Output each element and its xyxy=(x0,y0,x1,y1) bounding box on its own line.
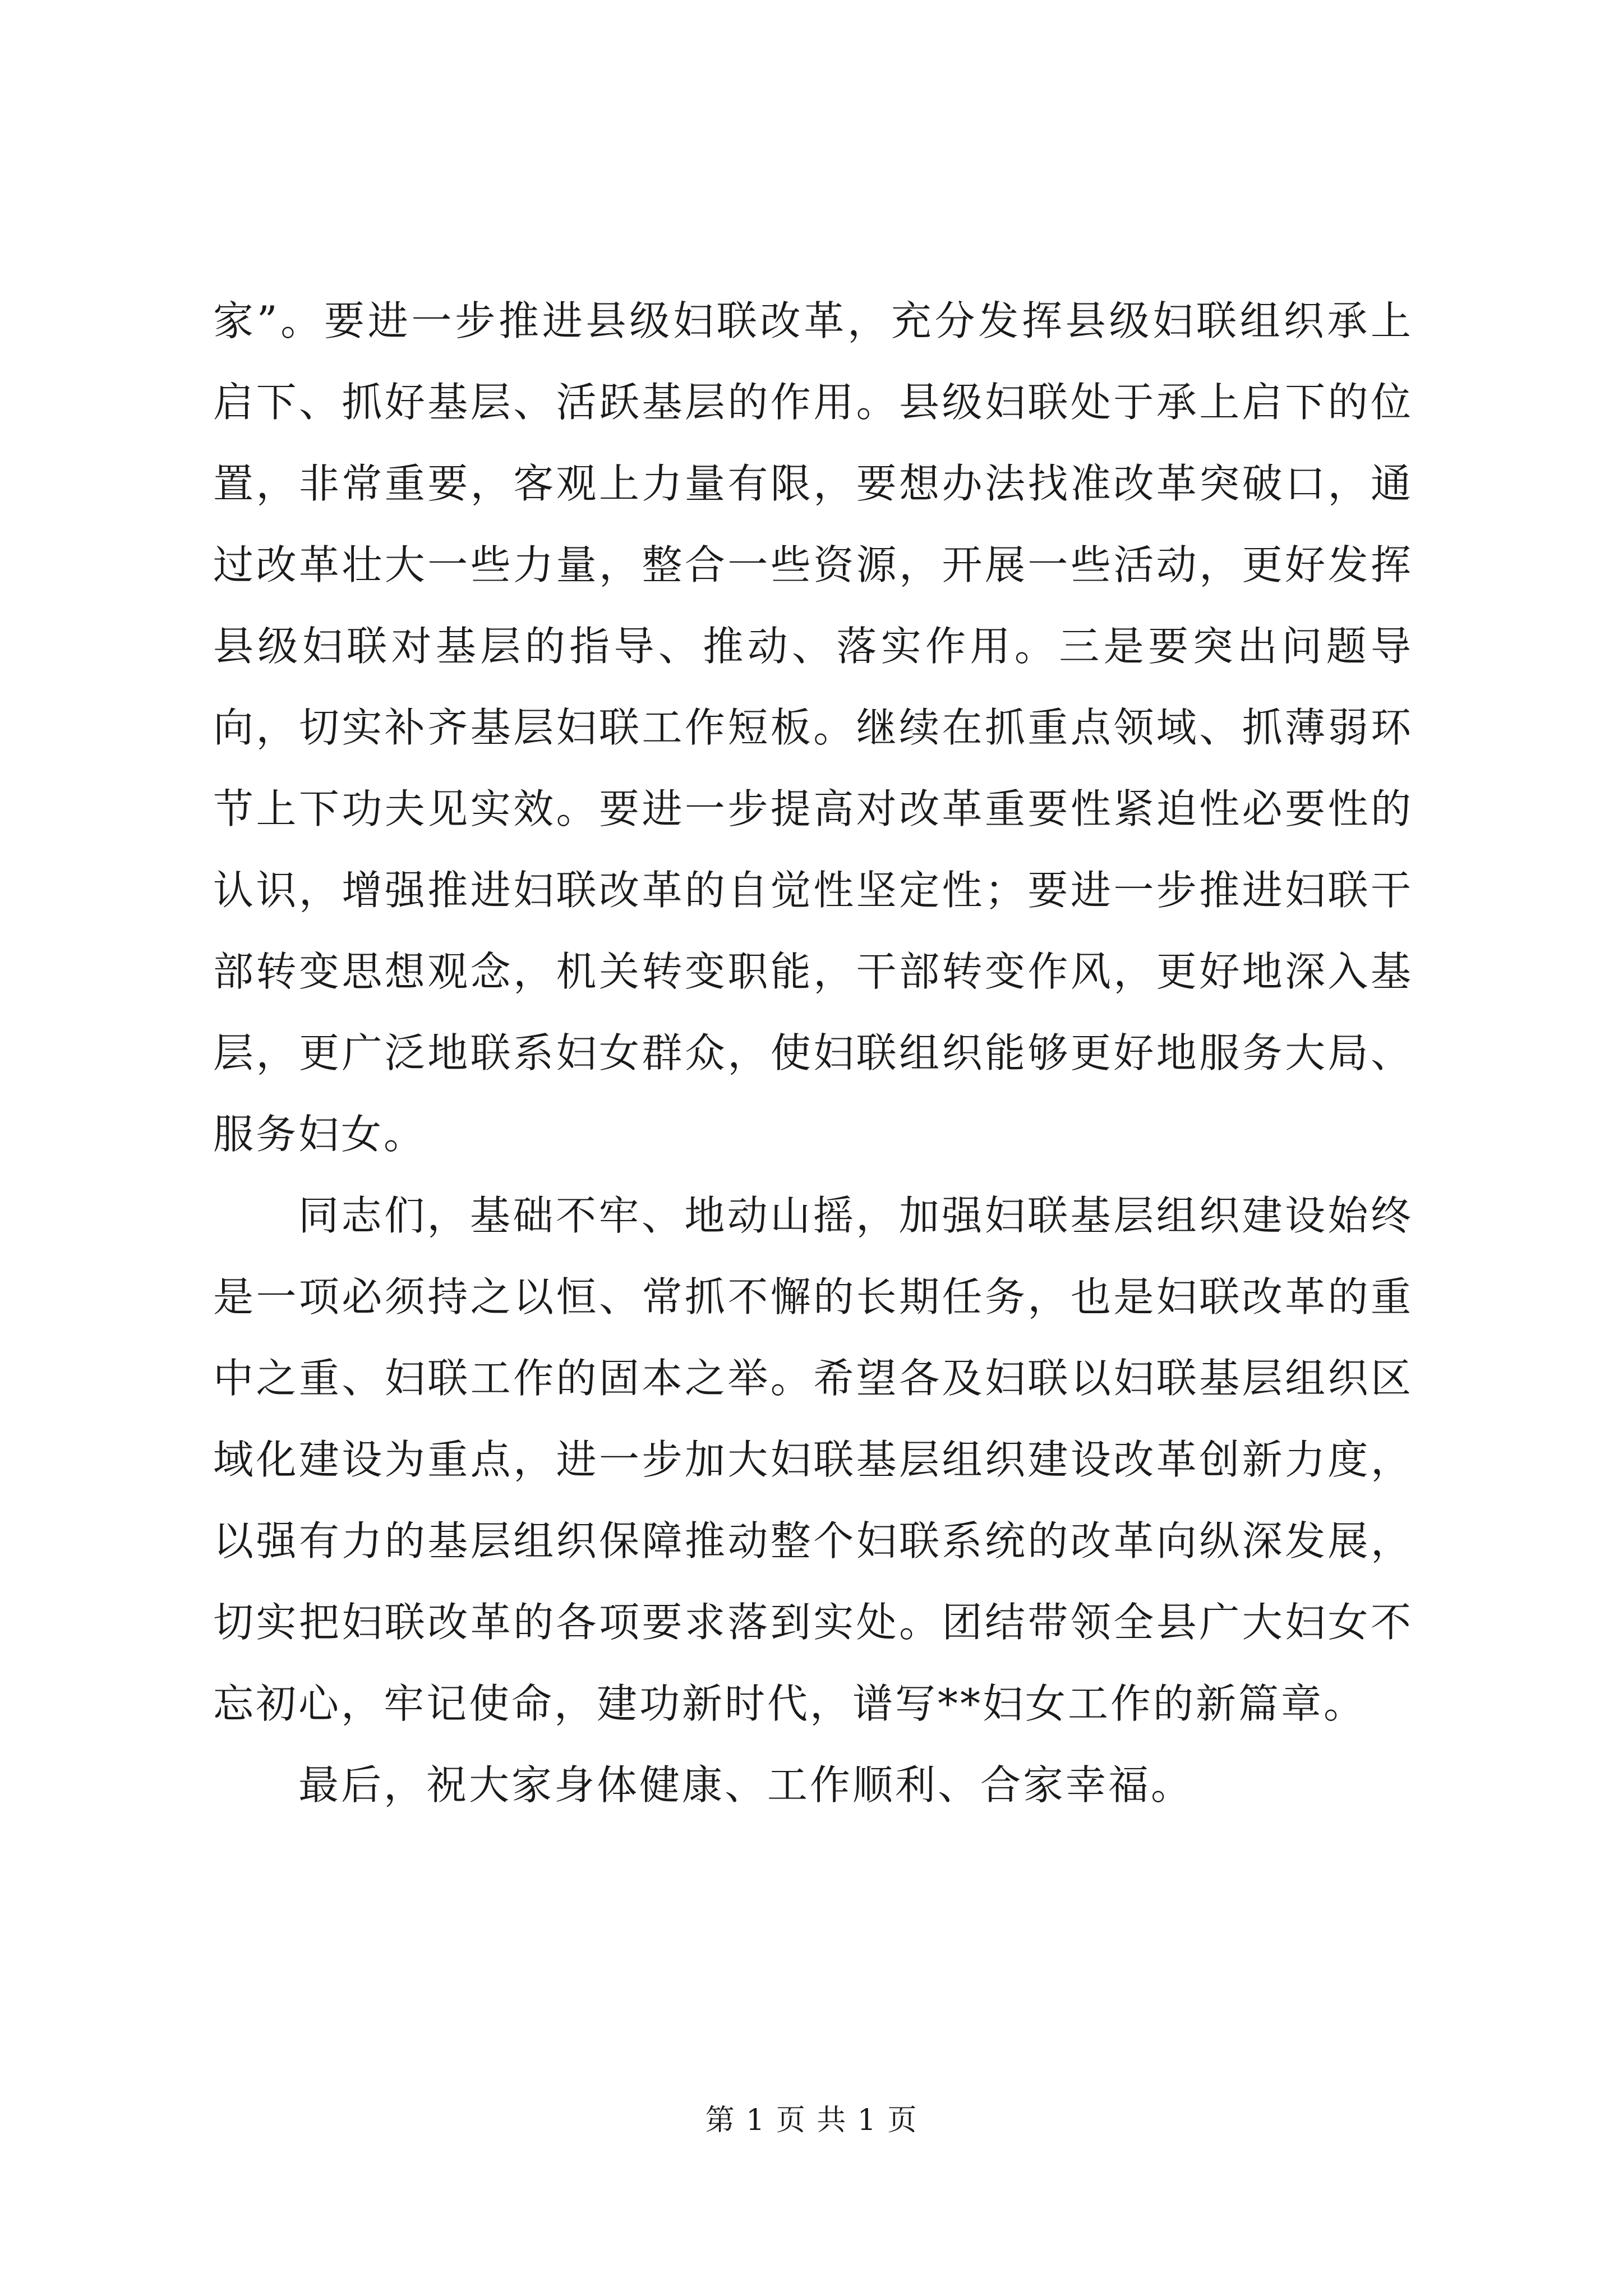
paragraph-3: 最后，祝大家身体健康、工作顺利、合家幸福。 xyxy=(298,1761,1194,1809)
paragraph-2: 同志们，基础不牢、地动山摇，加强妇联基层组织建设始终是一项必须持之以恒、常抓不懈的长期任务，也是妇联改革的重中之重、妇联工作的固本之举。希望各及妇联以妇联基层组织区域化建设为重点，进一步加大妇联基层组织建设改革创新力度，以强有力的基层组织保障推动整个妇联系统的改革向纵深发展，切实把妇联改革的各项要求落到实处。团结带领全县广大妇女不忘初心，牢记使命，建功新时代，谱写**妇女工作的新篇章。 xyxy=(213,1192,1413,1727)
page-footer: 第 1 页 共 1 页 xyxy=(705,2104,918,2137)
paragraph-1: 家”。要进一步推进县级妇联改革，充分发挥县级妇联组织承上启下、抓好基层、活跃基层的作用。县级妇联处于承上启下的位置，非常重要，客观上力量有限，要想办法找准改革突破口，通过改革壮大一些力量，整合一些资源，开展一些活动，更好发挥县级妇联对基层的指导、推动、落实作用。三是要突出问题导向，切实补齐基层妇联工作短板。继续在抓重点领域、抓薄弱环节上下功夫见实效。要进一步提高对改革重要性紧迫性必要性的认识，增强推进妇联改革的自觉性坚定性；要进一步推进妇联干部转变思想观念，机关转变职能，干部转变作风，更好地深入基层，更广泛地联系妇女群众，使妇联组织能够更好地服务大局、服务妇女。 xyxy=(213,297,1413,1158)
document-body xyxy=(213,280,1413,1826)
